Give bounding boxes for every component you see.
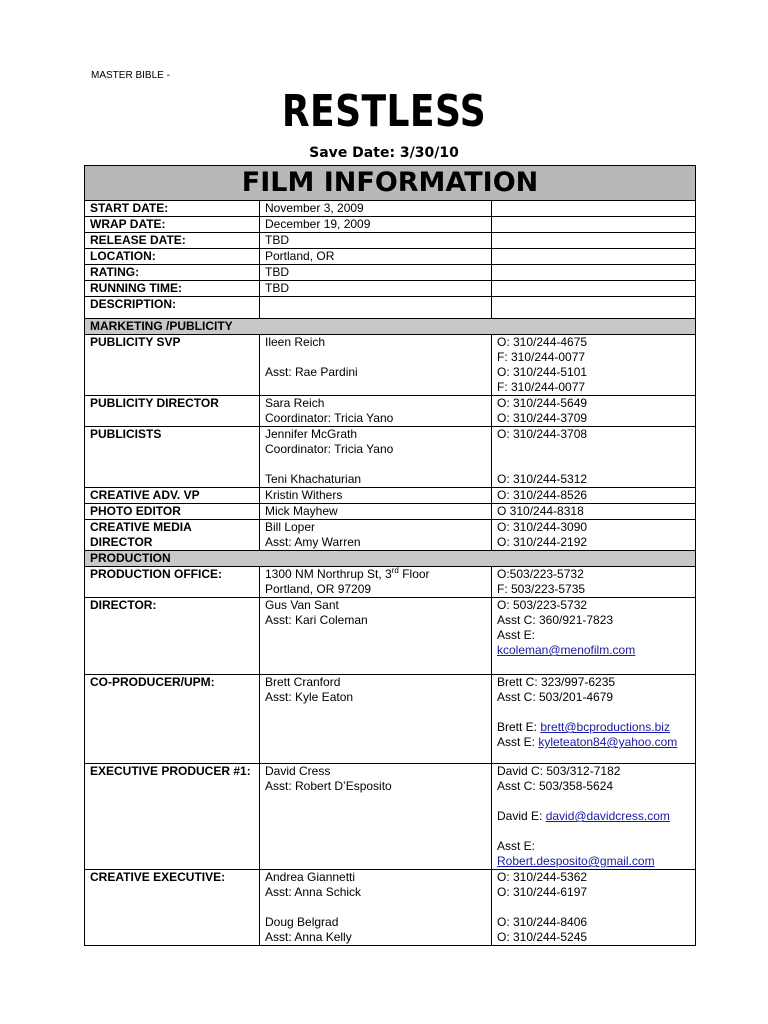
contact-number: O: 310/244-5245 (497, 930, 588, 944)
address-line: Portland, OR 97209 (265, 582, 372, 596)
person-name: Asst: Anna Schick (265, 885, 362, 899)
contact-row (85, 675, 696, 764)
person-name: Coordinator: Tricia Yano (265, 411, 394, 425)
contacts-cell (492, 520, 696, 551)
person-name: Sara Reich (265, 396, 325, 410)
document-title: RESTLESS (281, 86, 487, 137)
role-label: CO-PRODUCER/UPM: (85, 675, 260, 764)
contact-number: O: 310/244-5312 (497, 472, 588, 486)
section-heading: MARKETING /PUBLICITY (85, 319, 696, 335)
names-cell (260, 598, 492, 675)
names-cell (260, 396, 492, 427)
contact-number: Asst C: 503/201-4679 (497, 690, 614, 704)
person-name: Gus Van Sant (265, 598, 339, 612)
contacts-cell (492, 427, 696, 488)
info-row (85, 217, 696, 233)
ordinal-suffix: rd (391, 566, 399, 575)
contacts-cell (492, 396, 696, 427)
person-name: Ileen Reich (265, 335, 326, 349)
contact-number: Asst C: 503/358-5624 (497, 779, 614, 793)
person-name: Coordinator: Tricia Yano (265, 442, 394, 456)
info-empty (492, 217, 696, 233)
role-label: PUBLICISTS (85, 427, 260, 488)
names-cell (260, 870, 492, 946)
role-label: PHOTO EDITOR (85, 504, 260, 520)
blank-line (497, 705, 690, 720)
contact-row (85, 598, 696, 675)
contacts-cell (492, 488, 696, 504)
names-cell (260, 675, 492, 764)
contacts-cell (492, 675, 696, 764)
section-row (85, 319, 696, 335)
contact-number: O: 310/244-3708 (497, 427, 588, 441)
person-name: David Cress (265, 764, 331, 778)
email-link[interactable]: kyleteaton84@yahoo.com (538, 735, 678, 749)
blank-line (265, 350, 486, 365)
blank-line (265, 900, 486, 915)
contacts-cell (492, 567, 696, 598)
info-label: RATING: (85, 265, 260, 281)
person-name: Doug Belgrad (265, 915, 339, 929)
save-date: Save Date: 3/30/10 (309, 145, 459, 161)
blank-line (265, 457, 486, 472)
person-name: Kristin Withers (265, 488, 343, 502)
info-empty (492, 233, 696, 249)
info-empty (492, 297, 696, 319)
contact-row (85, 520, 696, 551)
names-cell (260, 764, 492, 870)
person-name: Teni Khachaturian (265, 472, 362, 486)
contact-number: O: 310/244-3709 (497, 411, 588, 425)
contact-row (85, 427, 696, 488)
contact-row (85, 335, 696, 396)
person-name: Andrea Giannetti (265, 870, 356, 884)
contacts-cell (492, 598, 696, 675)
contact-number: F: 503/223-5735 (497, 582, 586, 596)
info-value: December 19, 2009 (260, 217, 492, 233)
document-label: MASTER BIBLE - (91, 70, 170, 81)
info-empty (492, 281, 696, 297)
email-line: David E: david@davidcress.com (497, 809, 670, 823)
email-line: Brett E: brett@bcproductions.biz (497, 720, 670, 734)
contact-row (85, 488, 696, 504)
contact-number: O: 503/223-5732 (497, 598, 588, 612)
blank-line (497, 794, 690, 809)
info-empty (492, 249, 696, 265)
role-label: CREATIVE ADV. VP (85, 488, 260, 504)
blank-line (497, 900, 690, 915)
info-label: WRAP DATE: (85, 217, 260, 233)
info-value (260, 297, 492, 319)
section-row (85, 551, 696, 567)
info-value: TBD (260, 281, 492, 297)
address-cell (260, 567, 492, 598)
email-line: Asst E: kyleteaton84@yahoo.com (497, 735, 678, 749)
contact-number: O: 310/244-6197 (497, 885, 588, 899)
info-empty (492, 265, 696, 281)
contact-number: O: 310/244-5362 (497, 870, 588, 884)
email-line (497, 643, 690, 658)
names-cell (260, 520, 492, 551)
person-name: Mick Mayhew (265, 504, 338, 518)
role-label: PUBLICITY DIRECTOR (85, 396, 260, 427)
role-label: DIRECTOR: (85, 598, 260, 675)
info-label: LOCATION: (85, 249, 260, 265)
person-name: Asst: Robert D’Esposito (265, 779, 392, 793)
person-name: Asst: Kyle Eaton (265, 690, 354, 704)
info-row (85, 233, 696, 249)
contact-number: O 310/244-8318 (497, 504, 584, 518)
email-line (497, 854, 690, 869)
contact-number: O: 310/244-3090 (497, 520, 588, 534)
blank-line (497, 824, 690, 839)
email-link[interactable]: brett@bcproductions.biz (540, 720, 670, 734)
person-name: Bill Loper (265, 520, 316, 534)
email-label: Asst E: (497, 839, 536, 853)
role-label: EXECUTIVE PRODUCER #1: (85, 764, 260, 870)
contact-number: O: 310/244-5649 (497, 396, 588, 410)
contact-number: Brett C: 323/997-6235 (497, 675, 616, 689)
person-name: Asst: Anna Kelly (265, 930, 352, 944)
info-label: RUNNING TIME: (85, 281, 260, 297)
person-name: Asst: Rae Pardini (265, 365, 358, 379)
info-label: RELEASE DATE: (85, 233, 260, 249)
info-value: November 3, 2009 (260, 201, 492, 217)
role-label: PRODUCTION OFFICE: (85, 567, 260, 598)
names-cell (260, 335, 492, 396)
contact-number: O: 310/244-8406 (497, 915, 588, 929)
info-row (85, 201, 696, 217)
contact-row (85, 764, 696, 870)
contact-number: F: 310/244-0077 (497, 380, 586, 394)
contacts-cell (492, 764, 696, 870)
email-link[interactable]: david@davidcress.com (545, 809, 670, 823)
section-header-row (85, 166, 696, 201)
role-label: CREATIVE EXECUTIVE: (85, 870, 260, 946)
contacts-cell (492, 870, 696, 946)
info-row (85, 297, 696, 319)
person-name: Asst: Kari Coleman (265, 613, 368, 627)
contact-number: O: 310/244-8526 (497, 488, 588, 502)
contact-row (85, 396, 696, 427)
contact-number: F: 310/244-0077 (497, 350, 586, 364)
blank-line (497, 457, 690, 472)
info-row (85, 265, 696, 281)
names-cell (260, 504, 492, 520)
contact-row (85, 870, 696, 946)
email-link[interactable]: kcoleman@menofilm.com (497, 643, 636, 657)
contact-number: Asst E: (497, 628, 536, 642)
info-label: START DATE: (85, 201, 260, 217)
names-cell (260, 488, 492, 504)
role-label: PUBLICITY SVP (85, 335, 260, 396)
contact-row (85, 567, 696, 598)
contact-number: O: 310/244-5101 (497, 365, 588, 379)
contact-number: O:503/223-5732 (497, 567, 584, 581)
contact-number: O: 310/244-2192 (497, 535, 588, 549)
contact-number: O: 310/244-4675 (497, 335, 588, 349)
role-label: CREATIVE MEDIA DIRECTOR (85, 520, 260, 551)
blank-line (497, 442, 690, 457)
contacts-cell (492, 504, 696, 520)
contacts-cell (492, 335, 696, 396)
person-name: Brett Cranford (265, 675, 341, 689)
info-empty (492, 201, 696, 217)
info-value: TBD (260, 233, 492, 249)
info-row (85, 249, 696, 265)
email-link[interactable]: Robert.desposito@gmail.com (497, 854, 655, 868)
address-line: 1300 NM Northrup St, 3rd Floor (265, 566, 430, 581)
section-title: FILM INFORMATION (85, 166, 696, 201)
film-info-table (84, 165, 696, 946)
contact-number: Asst C: 360/921-7823 (497, 613, 614, 627)
info-value: TBD (260, 265, 492, 281)
info-value: Portland, OR (260, 249, 492, 265)
person-name: Asst: Amy Warren (265, 535, 361, 549)
info-label: DESCRIPTION: (85, 297, 260, 319)
person-name: Jennifer McGrath (265, 427, 358, 441)
section-heading: PRODUCTION (85, 551, 696, 567)
contact-number: David C: 503/312-7182 (497, 764, 621, 778)
info-row (85, 281, 696, 297)
names-cell (260, 427, 492, 488)
contact-row (85, 504, 696, 520)
